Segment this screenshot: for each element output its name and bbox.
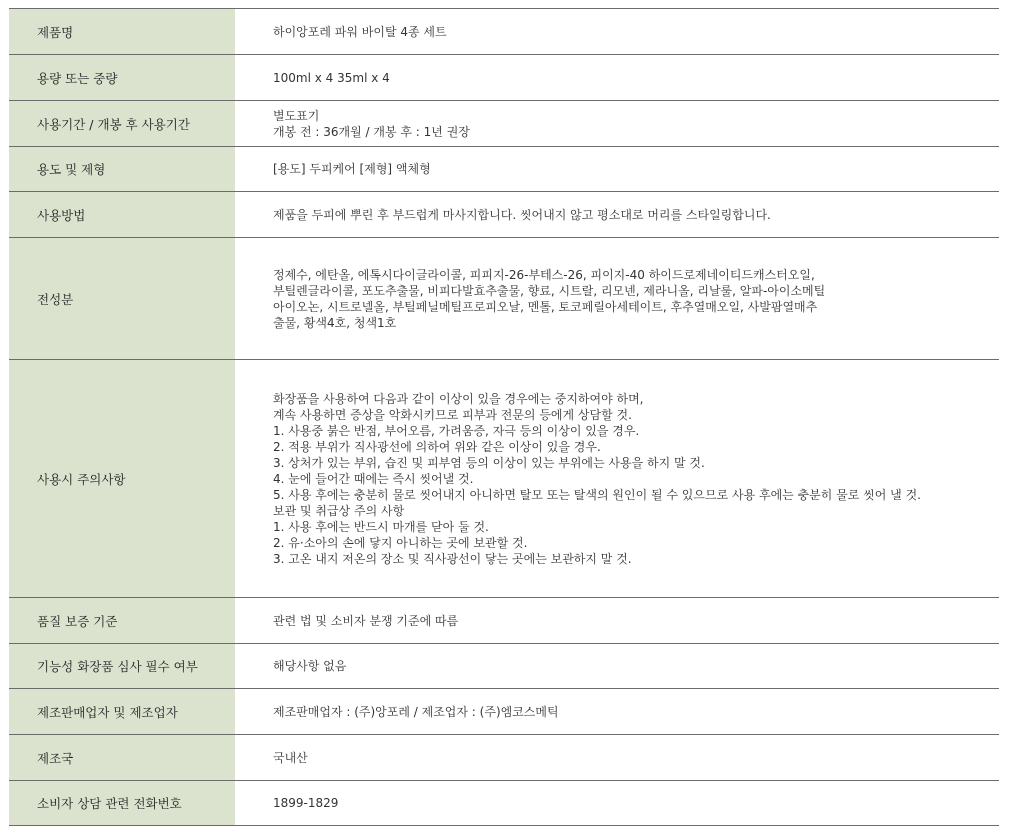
- row-label: 기능성 화장품 심사 필수 여부: [9, 644, 235, 688]
- row-label: 용도 및 제형: [9, 147, 235, 191]
- row-value: [235, 598, 999, 643]
- row-label: 사용시 주의사항: [9, 360, 235, 597]
- row-value: [235, 192, 999, 237]
- row-manufacturer: [9, 688, 999, 734]
- row-label: 사용기간 / 개봉 후 사용기간: [9, 101, 235, 146]
- value-line: 제조판매업자 : (주)앙포레 / 제조업자 : (주)엠코스메틱: [273, 704, 559, 719]
- row-ingredients: [9, 237, 999, 359]
- value-line: [용도] 두피케어 [제형] 액체형: [273, 162, 431, 176]
- value-line: 1. 사용중 붉은 반점, 부어오름, 가려움증, 자극 등의 이상이 있을 경우.: [273, 423, 640, 438]
- value-line: 3. 고온 내지 저온의 장소 및 직사광선이 닿는 곳에는 보관하지 말 것.: [273, 551, 632, 566]
- value-line: 100ml x 4 35ml x 4: [273, 70, 390, 85]
- value-line: 3. 상처가 있는 부위, 습진 및 피부염 등의 이상이 있는 부위에는 사용을 하지 말 것.: [273, 455, 705, 470]
- value-line: 5. 사용 후에는 충분히 물로 씻어내지 아니하면 탈모 또는 탈색의 원인이 될 수 있으므로 사용 후에는 충분히 물로 씻어 낼 것.: [273, 487, 921, 502]
- value-line: 부틸렌글라이콜, 포도추출물, 비피다발효추출물, 향료, 시트랄, 리모넨, 제라니올, 리날룰, 알파-아이소메틸: [273, 283, 826, 298]
- row-value: [235, 360, 999, 597]
- row-value: [235, 781, 999, 825]
- row-functional-review: [9, 643, 999, 688]
- value-line: 관련 법 및 소비자 분쟁 기준에 따름: [273, 613, 459, 628]
- row-value: [235, 644, 999, 688]
- row-purpose-form: [9, 146, 999, 191]
- value-line: 화장품을 사용하여 다음과 같이 이상이 있을 경우에는 중지하여야 하며,: [273, 391, 644, 406]
- value-line: 하이앙포레 파워 바이탈 4종 세트: [273, 24, 447, 39]
- row-quality-standard: [9, 597, 999, 643]
- value-line: 제품을 두피에 뿌린 후 부드럽게 마사지합니다. 씻어내지 않고 평소대로 머리를 스타일링합니다.: [273, 207, 771, 222]
- value-line: 아이오논, 시트로넬올, 부틸페닐메틸프로피오날, 멘톨, 토코페릴아세테이트, 후추열매오일, 사발팜열매추: [273, 299, 818, 314]
- row-label: 소비자 상담 관련 전화번호: [9, 781, 235, 825]
- row-label: 전성분: [9, 238, 235, 359]
- row-value: [235, 55, 999, 100]
- row-value: [235, 101, 999, 146]
- value-line: 출물, 황색4호, 청색1호: [273, 315, 397, 330]
- value-line: 계속 사용하면 증상을 악화시키므로 피부과 전문의 등에게 상담할 것.: [273, 407, 632, 422]
- row-label: 제조판매업자 및 제조업자: [9, 689, 235, 734]
- value-line: 정제수, 에탄올, 에톡시다이글라이콜, 피피지-26-부테스-26, 피이지-40 하이드로제네이티드캐스터오일,: [273, 267, 815, 282]
- row-label: 제조국: [9, 735, 235, 780]
- row-usage-period: [9, 100, 999, 146]
- row-value: [235, 147, 999, 191]
- row-value: [235, 689, 999, 734]
- value-line: 국내산: [273, 750, 308, 765]
- row-label: 사용방법: [9, 192, 235, 237]
- value-line: 별도표기: [273, 108, 320, 123]
- value-line: 해당사항 없음: [273, 659, 347, 673]
- row-volume: [9, 54, 999, 100]
- row-precautions: [9, 359, 999, 597]
- row-value: [235, 735, 999, 780]
- row-label: 용량 또는 중량: [9, 55, 235, 100]
- value-line: 보관 및 취급상 주의 사항: [273, 503, 405, 518]
- product-info-table: [9, 8, 999, 826]
- value-line: 2. 유·소아의 손에 닿지 아니하는 곳에 보관할 것.: [273, 535, 528, 550]
- value-line: 4. 눈에 들어간 때에는 즉시 씻어낼 것.: [273, 471, 474, 486]
- row-value: [235, 9, 999, 54]
- row-label: 품질 보증 기준: [9, 598, 235, 643]
- row-country: [9, 734, 999, 780]
- row-product-name: [9, 8, 999, 54]
- row-label: 제품명: [9, 9, 235, 54]
- row-value: [235, 238, 999, 359]
- row-customer-phone: [9, 780, 999, 826]
- value-line: 개봉 전 : 36개월 / 개봉 후 : 1년 권장: [273, 124, 470, 139]
- value-line: 2. 적용 부위가 직사광선에 의하여 위와 같은 이상이 있을 경우.: [273, 439, 601, 454]
- value-line: 1899-1829: [273, 796, 339, 810]
- row-directions: [9, 191, 999, 237]
- value-line: 1. 사용 후에는 반드시 마개를 닫아 둘 것.: [273, 519, 489, 534]
